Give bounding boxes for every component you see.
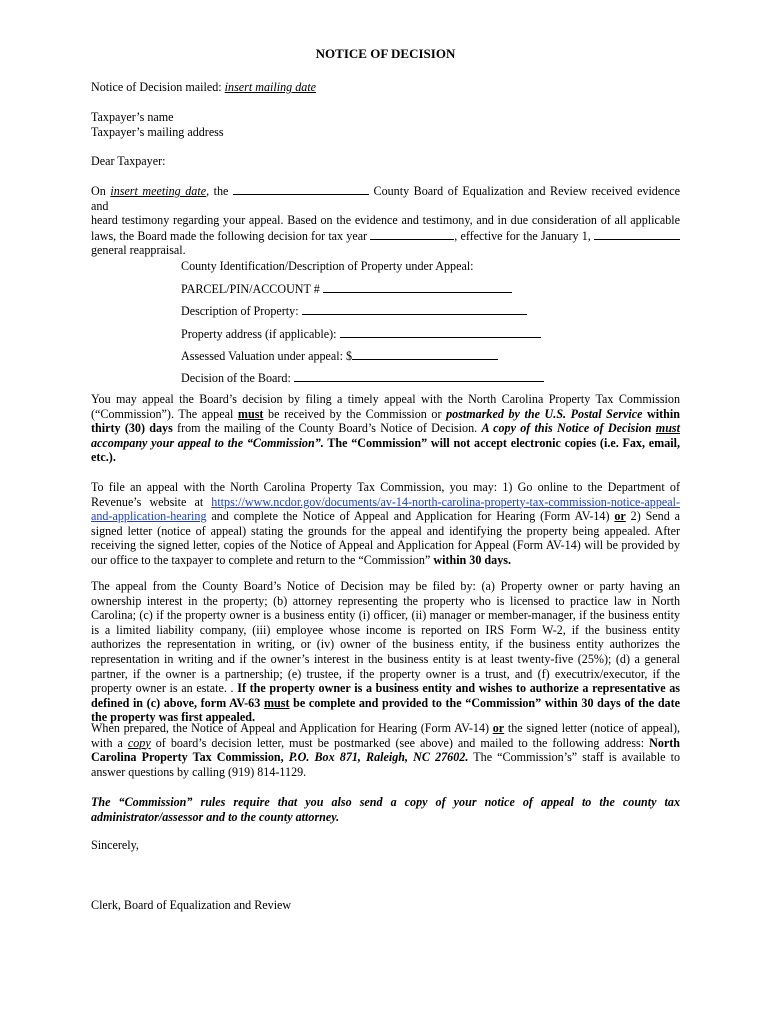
mailed-line [91,80,680,95]
parcel-field[interactable] [323,281,512,293]
ncdor-form-link[interactable]: https://www.ncdor.gov/documents/av-14-north-carolina-property-tax-commission-notice-appeal-and-application-hearing [91,494,680,524]
prepared-text-2: the signed letter (notice of appeal), with a [91,721,680,750]
file-within: within 30 days. [433,552,511,567]
mailed-label: Notice of Decision mailed: [91,80,222,94]
valuation-label: Assessed Valuation under appeal: $ [181,349,353,363]
appeal-must-1: must [237,406,264,421]
intro-line3-a: laws, the Board made the following decision for tax year [91,228,368,243]
decision-row [181,370,581,386]
intro-line3-b: , effective for the January 1, [454,228,591,243]
filed-by-text: The appeal from the County Board’s Notice of Decision may be filed by: (a) Property owner or party having an ownership interest in the property; (b) attorney representing the property who is licensed to practice law in North Carolina; (c) if the property owner is a business entity (i) officer, (ii) manager or member-manager, if the business entity is a limited liability company, (iii) employee whose income is reported on IRS Form W-2, if the business entity authorizes the representation in writing, or (iv) owner of the business entity, if the business entity authorizes the representation in writing and if the owner’s interest in the business entity is at least twenty-five (25%); (d) a general partner, if the owner is a partnership; (e) trustee, if the property owner is a trust, and (f) executrix/executor, if the property owner is an estate. . [91,579,680,696]
meeting-date-placeholder[interactable]: insert meeting date [110,184,207,198]
description-field[interactable] [302,303,527,315]
mailing-date-placeholder[interactable]: insert mailing date [224,80,317,94]
appeal-no-electronic: The “Commission” will not accept electronic copies (i.e. Fax, email, etc.). [91,435,680,465]
prepared-address-bold: North Carolina Property Tax Commission, [91,735,680,765]
valuation-field[interactable] [352,348,498,360]
prepared-or: or [492,721,505,735]
property-heading: County Identification/Description of Property under Appeal: [181,259,474,273]
prepared-text-4: The “Commission’s” staff is available to answer questions by calling (919) 814-1129. [91,750,681,779]
file-text-1: To file an appeal with the North Carolina Property Tax Commission, you may: 1) Go online to the Department of Revenue’s website at [91,480,680,509]
prepared-text-1: When prepared, the Notice of Appeal and Application for Hearing (Form AV-14) [91,721,493,735]
address-field[interactable] [340,326,541,338]
appeal-within: within thirty (30) days [91,406,680,436]
description-label: Description of Property: [181,304,299,318]
prepared-copy: copy [127,735,151,750]
commission-rules: The “Commission” rules require that you also send a copy of your notice of appeal to the county tax administrator/assessor and to the county attorney. [91,795,680,824]
valuation-row [181,348,581,364]
file-or: or [614,509,626,524]
appeal-postmarked: postmarked by the U.S. Postal Service [446,406,643,421]
filed-by-bold-a: If the property owner is a business entity and wishes to authorize a representative as defined in (c) above, form AV-63 [91,681,680,710]
tax-year-blank[interactable] [370,228,454,240]
address-row [181,326,581,342]
description-row [181,303,581,319]
intro-the: , the [206,184,229,198]
intro-line1-rest: County Board of Equalization and Review received evidence and [91,184,680,213]
appeal-copy-b: accompany your appeal to the “Commission”. [91,435,324,450]
prepared-address-italic: P.O. Box 871, Raleigh, NC 27602. [288,750,469,765]
intro-on: On [91,184,106,198]
appeal-text-2: be received by the Commission or [263,406,447,421]
intro-line-1 [91,183,680,213]
taxpayer-name: Taxpayer’s name [91,110,174,124]
filed-by-bold-b: be complete and provided to the “Commission” within 30 days of the date the property was first appealed. [91,695,681,725]
intro-paragraph [91,183,680,258]
taxpayer-address: Taxpayer’s mailing address [91,124,224,139]
file-text-3: 2) Send a signed letter (notice of appeal) stating the grounds for the appeal and identifying the property being appealed. After receiving the signed letter, copies of the Notice of Appeal and Application for Appeal (Form AV-14) will be provided by our office to the taxpayer to complete and return to the “Commission” [91,509,681,567]
prepared-paragraph [91,721,680,779]
reappraisal-year-blank[interactable] [594,228,680,240]
file-paragraph [91,480,680,568]
closing: Sincerely, [91,838,139,852]
signature-line: Clerk, Board of Equalization and Review [91,898,292,912]
address-label: Property address (if applicable): [181,327,337,341]
intro-line-2: heard testimony regarding your appeal. Based on the evidence and testimony, and in due consideration of all applicable [91,213,680,228]
salutation: Dear Taxpayer: [91,154,166,168]
appeal-must-2: must [655,421,680,436]
taxpayer-block [91,110,680,139]
county-name-blank[interactable] [233,183,369,195]
appeal-text-3: from the mailing of the County Board’s Notice of Decision. [172,421,482,436]
decision-label: Decision of the Board: [181,371,291,385]
appeal-text-1: You may appeal the Board’s decision by filing a timely appeal with the North Carolina Property Tax Commission (“Commission”). The appeal [91,392,680,421]
prepared-text-3: of board’s decision letter, must be postmarked (see above) and mailed to the following address: [150,735,650,750]
intro-line-4: general reappraisal. [91,243,186,258]
parcel-label: PARCEL/PIN/ACCOUNT # [181,282,320,296]
filed-by-must: must [263,695,290,710]
appeal-paragraph [91,392,680,465]
decision-field[interactable] [294,370,544,382]
page-title: NOTICE OF DECISION [315,46,456,61]
intro-line-3 [91,228,680,244]
file-text-2: and complete the Notice of Appeal and Application for Hearing (Form AV-14) [206,509,615,524]
parcel-row [181,281,581,297]
filed-by-paragraph [91,579,680,725]
appeal-copy-a: A copy of this Notice of Decision [481,421,656,436]
